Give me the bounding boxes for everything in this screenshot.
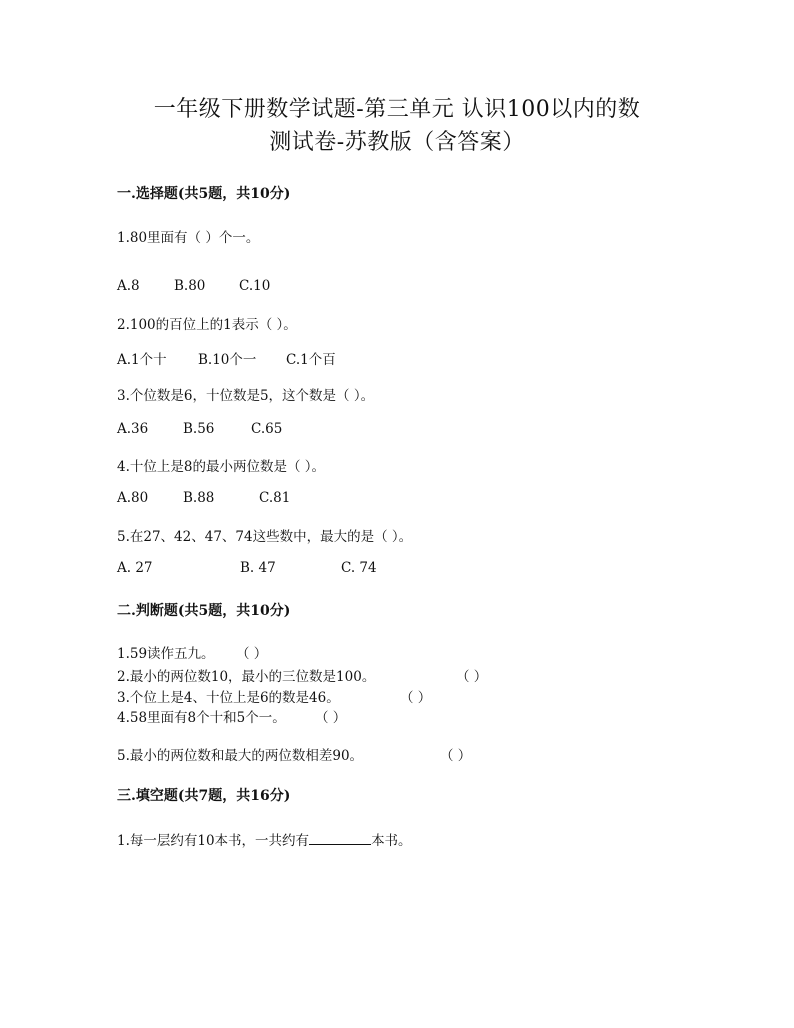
choice-question-3: 3.个位数是6，十位数是5，这个数是（ ）。 (117, 388, 375, 404)
option-b: B.80 (174, 278, 206, 294)
option-a: A.36 (117, 421, 149, 437)
section-heading-fill: 三.填空题(共7题，共16分) (117, 788, 291, 804)
judge-answer-paren-4[interactable]: （ ） (315, 710, 347, 726)
judge-answer-paren-3[interactable]: （ ） (400, 690, 432, 706)
option-b: B.10个一 (198, 352, 257, 368)
fill-question-text-before: 1.每一层约有10本书，一共约有 (117, 833, 310, 849)
option-c: C.1个百 (286, 352, 336, 368)
option-c: C.81 (259, 490, 291, 506)
choice-question-1: 1.80里面有（ ）个一。 (117, 230, 260, 246)
judge-item-5: 5.最小的两位数和最大的两位数相差90。 (117, 748, 364, 764)
fill-blank[interactable] (309, 832, 371, 845)
option-a: A. 27 (117, 560, 153, 576)
option-c: C.65 (251, 421, 283, 437)
judge-item-4: 4.58里面有8个十和5个一。 (117, 710, 286, 726)
page-title-line-2: 测试卷-苏教版（含答案） (269, 130, 525, 155)
option-b: B.88 (183, 490, 215, 506)
section-heading-choice: 一.选择题(共5题，共10分) (117, 186, 291, 202)
choice-question-5: 5.在27、42、47、74这些数中，最大的是（ ）。 (117, 529, 413, 545)
option-b: B. 47 (240, 560, 276, 576)
option-c: C. 74 (341, 560, 377, 576)
option-a: A.1个十 (117, 352, 167, 368)
choice-question-4: 4.十位上是8的最小两位数是（ ）。 (117, 459, 326, 475)
section-heading-judge: 二.判断题(共5题，共10分) (117, 603, 291, 619)
judge-answer-paren-5[interactable]: （ ） (440, 748, 472, 764)
option-c: C.10 (239, 278, 271, 294)
page-title-line-1: 一年级下册数学试题-第三单元 认识100以内的数 (153, 97, 641, 122)
option-a: A.8 (117, 278, 140, 294)
judge-item-2: 2.最小的两位数10，最小的三位数是100。 (117, 669, 376, 685)
choice-question-2: 2.100的百位上的1表示（ ）。 (117, 317, 297, 333)
judge-answer-paren-1[interactable]: （ ） (236, 646, 268, 662)
option-a: A.80 (117, 490, 149, 506)
judge-item-1: 1.59读作五九。 (117, 646, 215, 662)
fill-question-text-after: 本书。 (371, 833, 412, 849)
judge-answer-paren-2[interactable]: （ ） (456, 669, 488, 685)
judge-item-3: 3.个位上是4、十位上是6的数是46。 (117, 690, 340, 706)
option-b: B.56 (183, 421, 215, 437)
fill-question-1 (117, 829, 412, 849)
